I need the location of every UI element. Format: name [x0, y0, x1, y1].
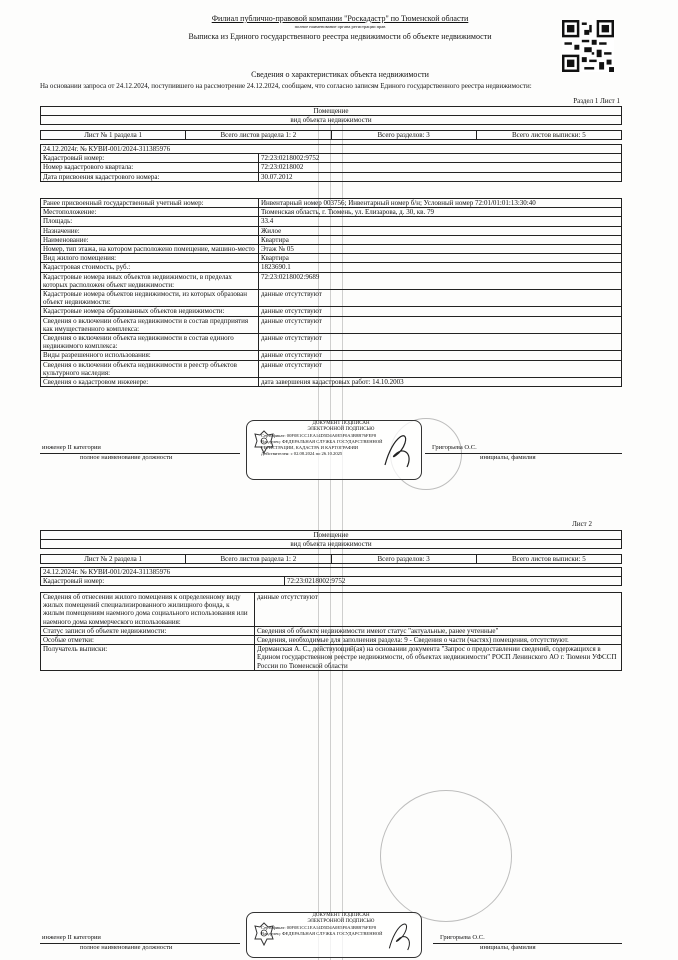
field-value: 30.07.2012 — [259, 172, 622, 181]
section-title: Сведения о характеристиках объекта недвижимости — [251, 70, 429, 79]
position-caption: полное наименование должности — [80, 944, 173, 951]
table-row — [41, 272, 622, 289]
field-value: Жилое — [259, 226, 622, 235]
field-label: Статус записи об объекте недвижимости: — [41, 626, 255, 635]
meta-cell: Лист № 1 раздела 1 — [41, 131, 186, 140]
table-row — [41, 626, 622, 635]
table-row — [41, 307, 622, 316]
field-label: Ранее присвоенный государственный учетный номер: — [41, 199, 259, 208]
request-text: На основании запроса от 24.12.2024, поступившего на рассмотрение 24.12.2024, сообщаем, что согласно записям Единого государственного реестра недвижимости: — [40, 82, 532, 90]
meta-cell: Всего листов выписки: 5 — [476, 555, 621, 564]
field-label: Номер кадастрового квартала: — [41, 163, 259, 172]
object-type: Помещение — [41, 107, 622, 116]
stamp-line: ДОКУМЕНТ ПОДПИСАН — [312, 421, 370, 426]
table-row — [41, 254, 622, 263]
field-value: Квартира — [259, 235, 622, 244]
field-value: 72:23:0218002:9752 — [285, 577, 622, 586]
field-label: Кадастровые номера объектов недвижимости, из которых образован объект недвижимости: — [41, 290, 259, 307]
table-row — [41, 334, 622, 351]
field-value: Квартира — [259, 254, 622, 263]
field-value: данные отсутствуют — [259, 334, 622, 351]
signer-name: Григорьева О.С. — [440, 934, 485, 941]
meta-cell: Лист № 2 раздела 1 — [41, 555, 186, 564]
field-value: 1823690.1 — [259, 263, 622, 272]
field-label: Наименование: — [41, 235, 259, 244]
stamp-owner: Владелец: ФЕДЕРАЛЬНАЯ СЛУЖБА ГОСУДАРСТВЕННОЙ — [261, 931, 383, 936]
table-row — [41, 645, 622, 671]
field-value: данные отсутствуют — [259, 360, 622, 377]
table-row — [41, 172, 622, 181]
field-label: Сведения о включении объекта недвижимости в реестр объектов культурного наследия: — [41, 360, 259, 377]
stamp-owner: Владелец: ФЕДЕРАЛЬНАЯ СЛУЖБА ГОСУДАРСТВЕННОЙ — [261, 439, 383, 444]
sheet-meta-row — [40, 130, 622, 140]
object-type-box — [40, 530, 622, 549]
field-label: Сведения о кадастровом инженере: — [41, 378, 259, 387]
stamp-cert: Сертификат: 00F0E1CC1EA14D5D4A0E5F0A3B8B76FEF8 — [261, 433, 377, 438]
e-signature-stamp — [246, 912, 422, 958]
organization-caption: полное наименование органа регистрации прав — [294, 24, 386, 29]
field-value: данные отсутствуют — [259, 351, 622, 360]
table-row — [41, 208, 622, 217]
field-label: Кадастровый номер: — [41, 577, 285, 586]
table-row — [41, 217, 622, 226]
field-value: 72:23:0218002 — [259, 163, 622, 172]
handwritten-signature — [383, 915, 419, 955]
signer-position: инженер II категории — [42, 444, 101, 451]
field-value: Дерманская А. С., действующий(ая) на основании документа "Запрос о предоставлении сведений, содержащихся в Едином государственном реестре недвижимости, об объектах недвижимости" РОСП Ленинского АО г. Тюмени УФССП России по Тюменской области — [255, 645, 622, 671]
field-label: Сведения о включении объекта недвижимости в состав предприятия как имущественного комплекса: — [41, 316, 259, 333]
organization-title: Филиал публично-правовой компании "Роскадастр" по Тюменской области — [211, 14, 469, 23]
field-value: дата завершения кадастровых работ: 14.10.2003 — [259, 378, 622, 387]
field-label: Площадь: — [41, 217, 259, 226]
field-value: данные отсутствуют — [259, 316, 622, 333]
cadastral-summary-table — [40, 144, 622, 182]
stamp-valid: Действителен: с 02.08.2024 по 26.10.2025 — [261, 451, 343, 456]
table-row — [41, 316, 622, 333]
sheet-label: Лист 2 — [572, 520, 592, 528]
object-type-caption: вид объекта недвижимости — [41, 540, 622, 549]
object-type-caption: вид объекта недвижимости — [41, 116, 622, 125]
table-row — [41, 154, 622, 163]
round-seal — [380, 790, 512, 922]
meta-cell: Всего разделов: 3 — [331, 131, 476, 140]
field-value: Тюменская область, г. Тюмень, ул. Елизарова, д. 30, кв. 79 — [259, 208, 622, 217]
signer-name: Григорьева О.С. — [432, 444, 477, 451]
field-label: Кадастровая стоимость, руб.: — [41, 263, 259, 272]
field-value: Инвентарный номер 003756; Инвентарный номер б/н; Условный номер 72:01/01:01:13:30:40 — [259, 199, 622, 208]
field-value: 72:23:0218002:9689 — [259, 272, 622, 289]
meta-cell: Всего листов выписки: 5 — [476, 131, 621, 140]
field-value: данные отсутствуют — [255, 593, 622, 627]
field-value: 72:23:0218002:9752 — [259, 154, 622, 163]
field-label: Местоположение: — [41, 208, 259, 217]
field-label: Кадастровый номер: — [41, 154, 259, 163]
field-label: Получатель выписки: — [41, 645, 255, 671]
field-label: Кадастровые номера образованных объектов недвижимости: — [41, 307, 259, 316]
field-label: Вид жилого помещения: — [41, 254, 259, 263]
table-row — [41, 163, 622, 172]
object-type: Помещение — [41, 531, 622, 540]
object-type-box — [40, 106, 622, 125]
name-caption: инициалы, фамилия — [480, 944, 536, 951]
characteristics-table — [40, 198, 622, 387]
table-row — [41, 351, 622, 360]
document-title: Выписка из Единого государственного реестра недвижимости об объекте недвижимости — [188, 32, 492, 41]
field-value: 33.4 — [259, 217, 622, 226]
table-row — [41, 577, 622, 586]
stamp-line: ЭЛЕКТРОННОЙ ПОДПИСЬЮ — [307, 427, 375, 432]
table-row — [41, 378, 622, 387]
qr-code — [562, 20, 614, 72]
table-row — [41, 636, 622, 645]
stamp-line: ЭЛЕКТРОННОЙ ПОДПИСЬЮ — [307, 919, 375, 924]
sheet2-summary-table — [40, 567, 622, 586]
table-row — [41, 290, 622, 307]
field-label: Сведения об отнесении жилого помещения к определенному виду жилых помещений специализированного жилищного фонда, к жилым помещениям наемного дома социального использования или наемного дома коммерческого использования: — [41, 593, 255, 627]
stamp-line: ДОКУМЕНТ ПОДПИСАН — [312, 913, 370, 918]
field-value: Этаж № 05 — [259, 245, 622, 254]
field-value: данные отсутствуют — [259, 307, 622, 316]
document-number: 24.12.2024г. № КУВИ-001/2024-311385976 — [41, 145, 622, 154]
section-sheet-label: Раздел 1 Лист 1 — [573, 97, 620, 105]
name-caption: инициалы, фамилия — [480, 454, 536, 461]
field-label: Виды разрешенного использования: — [41, 351, 259, 360]
document-number: 24.12.2024г. № КУВИ-001/2024-311385976 — [41, 568, 622, 577]
table-row — [41, 360, 622, 377]
field-value: Сведения, необходимые для заполнения раздела: 9 - Сведения о части (частях) помещения, отсутствуют. — [255, 636, 622, 645]
field-label: Дата присвоения кадастрового номера: — [41, 172, 259, 181]
field-label: Кадастровые номера иных объектов недвижимости, в пределах которых расположен объект недвижимости: — [41, 272, 259, 289]
position-caption: полное наименование должности — [80, 454, 173, 461]
meta-cell: Всего листов раздела 1: 2 — [186, 555, 331, 564]
field-label: Номер, тип этажа, на котором расположено помещение, машино-место — [41, 245, 259, 254]
signer-position: инженер II категории — [42, 934, 101, 941]
field-label: Особые отметки: — [41, 636, 255, 645]
table-row — [41, 263, 622, 272]
table-row — [41, 199, 622, 208]
field-value: Сведения об объекте недвижимости имеют статус "актуальные, ранее учтенные" — [255, 626, 622, 635]
table-row — [41, 245, 622, 254]
sheet-meta-row — [40, 554, 622, 564]
coat-of-arms-icon — [253, 921, 275, 947]
coat-of-arms-icon — [253, 429, 275, 455]
stamp-cert: Сертификат: 00F0E1CC1EA14D5D4A0E5F0A3B8B76FEF8 — [261, 925, 377, 930]
handwritten-signature — [379, 425, 419, 473]
field-label: Назначение: — [41, 226, 259, 235]
e-signature-stamp — [246, 420, 422, 480]
table-row — [41, 235, 622, 244]
meta-cell: Всего разделов: 3 — [331, 555, 476, 564]
field-label: Сведения о включении объекта недвижимости в состав единого недвижимого комплекса: — [41, 334, 259, 351]
stamp-owner: РЕГИСТРАЦИИ, КАДАСТРА И КАРТОГРАФИИ — [261, 445, 359, 450]
meta-cell: Всего листов раздела 1: 2 — [186, 131, 331, 140]
field-value: данные отсутствуют — [259, 290, 622, 307]
table-row — [41, 593, 622, 627]
table-row — [41, 226, 622, 235]
sheet2-details-table — [40, 592, 622, 671]
